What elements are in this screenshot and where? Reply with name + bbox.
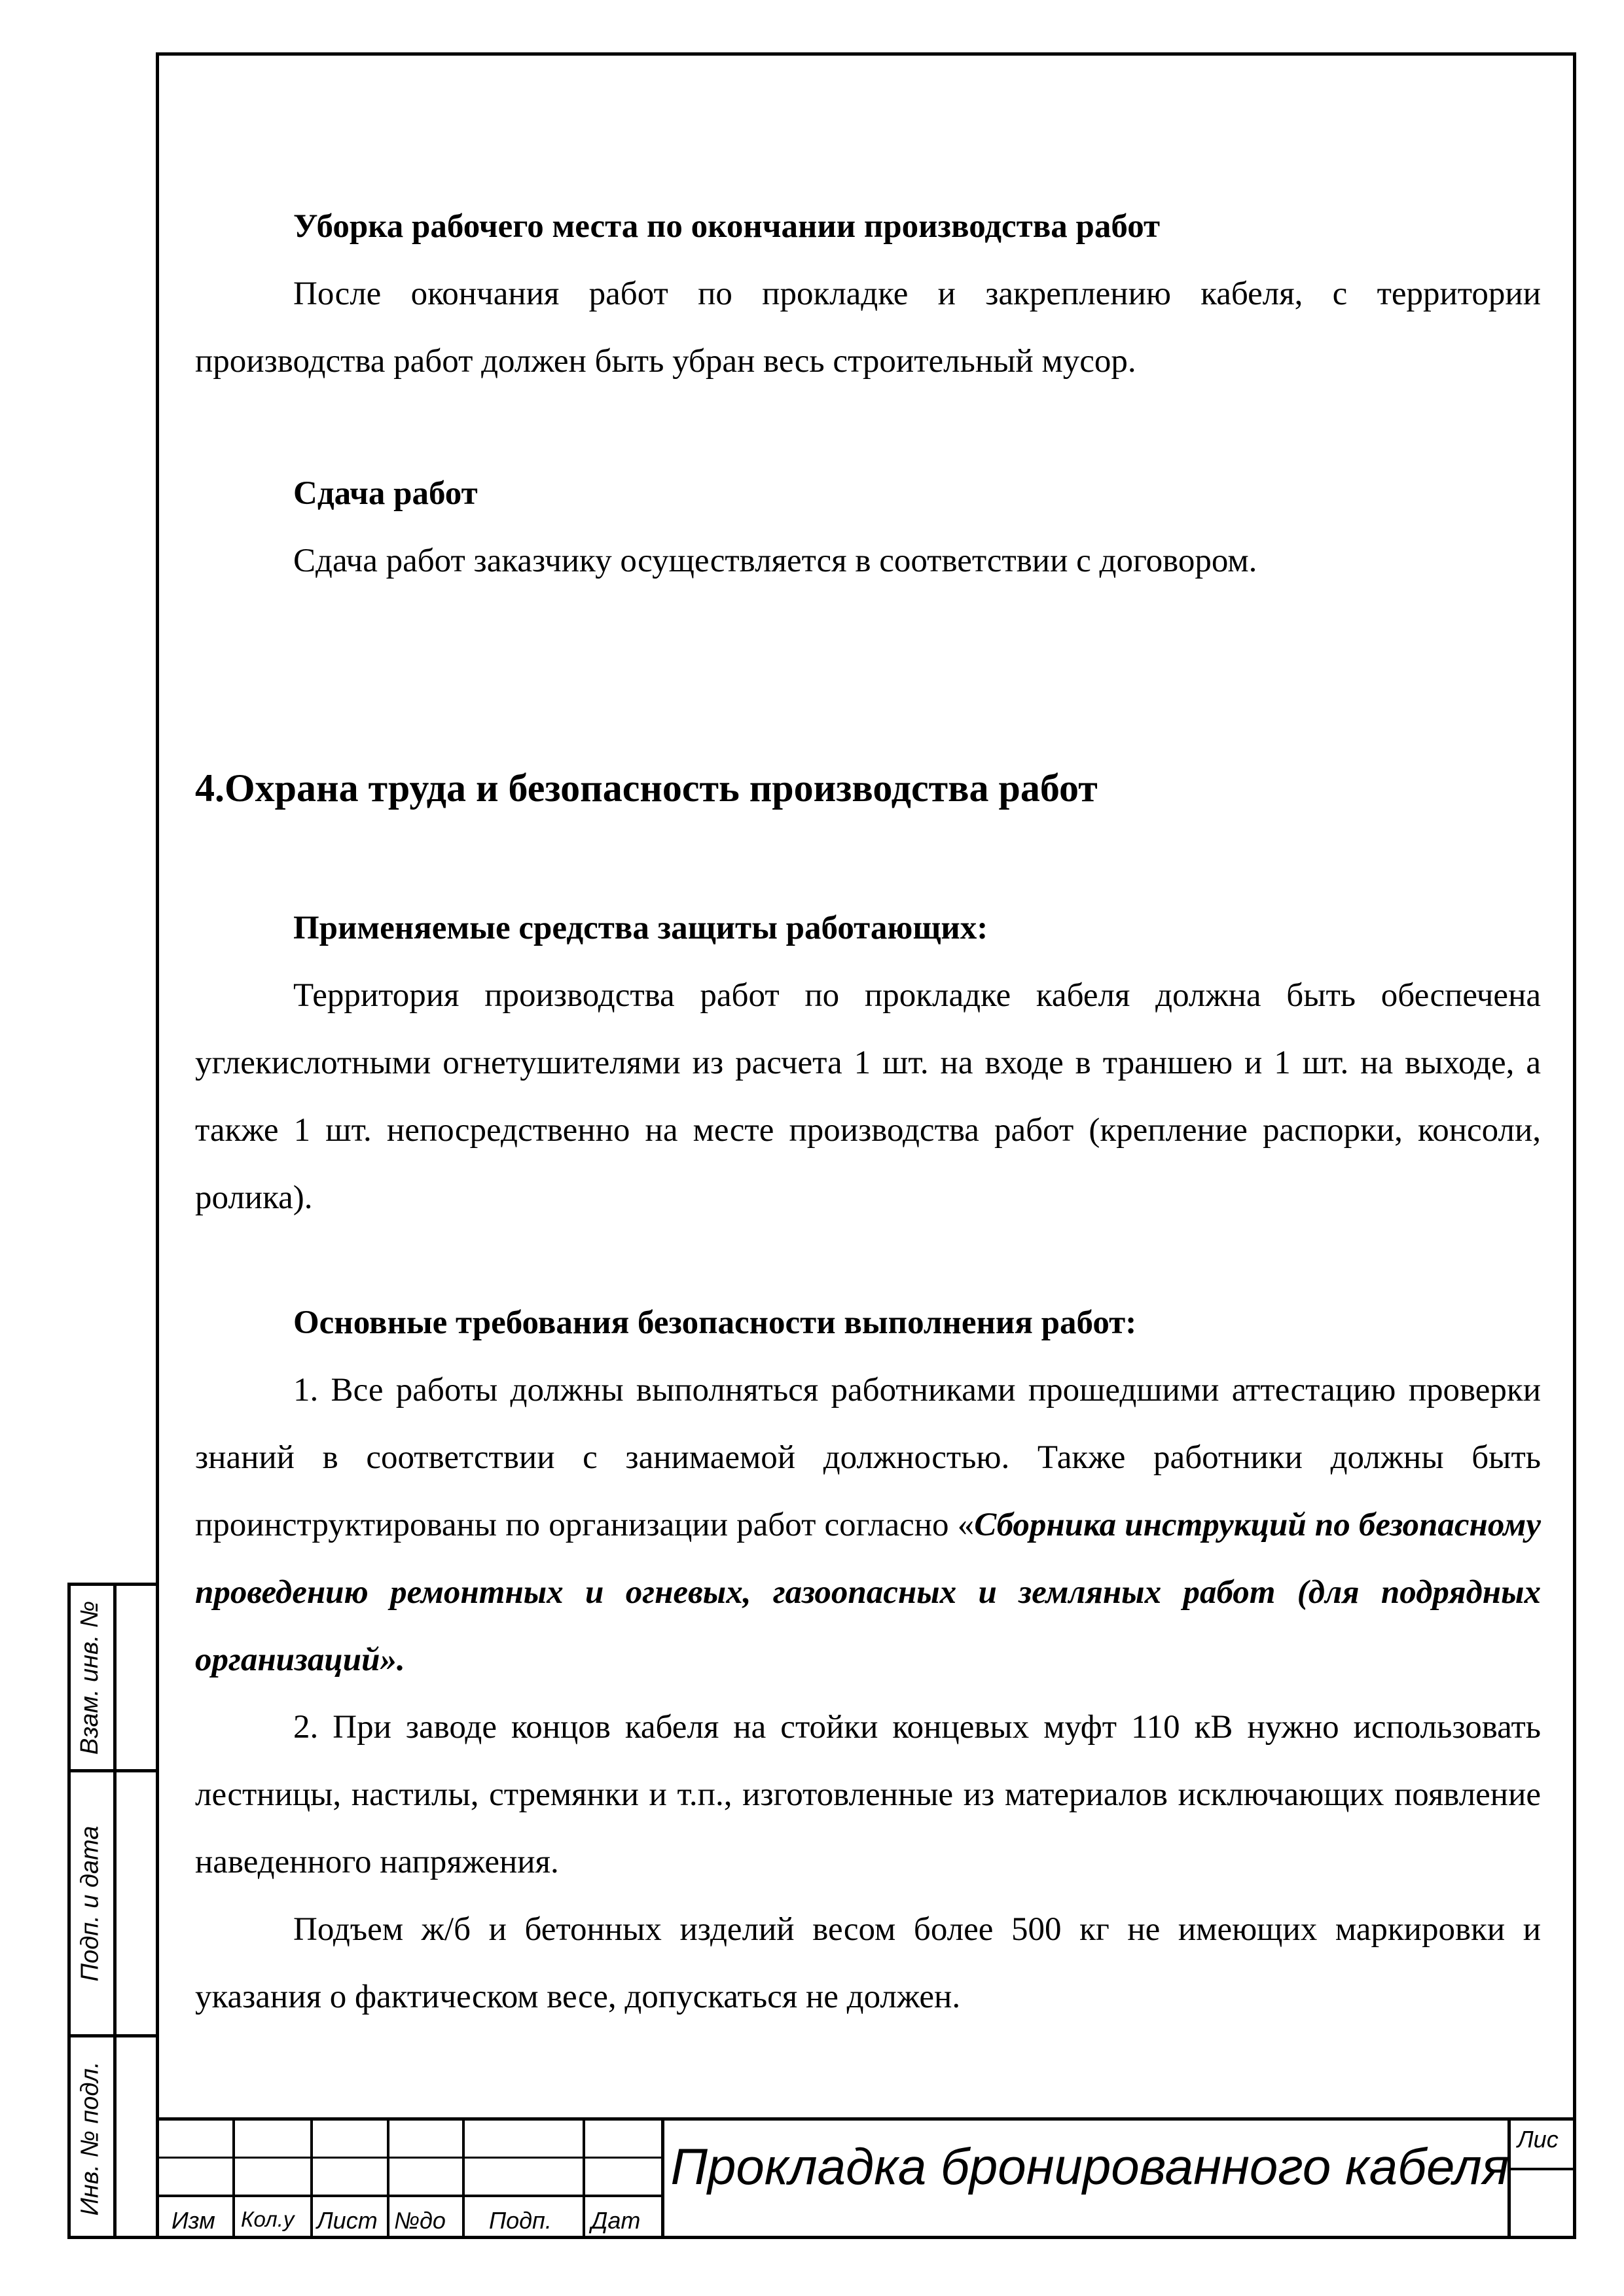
handover-heading: Сдача работ <box>293 475 478 512</box>
stamp-sheet-line <box>1507 2168 1576 2170</box>
section-protection <box>195 895 1541 1232</box>
stamp-col-line <box>387 2117 389 2239</box>
document-title: Прокладка бронированного кабеля <box>670 2138 1509 2195</box>
stamp-sheet-label: Лис <box>1517 2126 1559 2153</box>
stamp-col-line <box>310 2117 313 2239</box>
handover-text: Сдача работ заказчику осуществляется в соответствии с договором. <box>293 543 1257 579</box>
section-requirements <box>195 1289 1541 2031</box>
requirement-item-1-text: 1. Все работы должны выполняться работниками прошедшими аттестацию проверки знаний в соответствии с занимаемой должностью. Также работники должны быть проинструктированы по организации работ согласно « <box>195 1372 1541 1543</box>
sidebar-inv-label: Инв. № подл. <box>76 2061 104 2215</box>
stamp-col-line <box>232 2117 235 2239</box>
requirement-item-1 <box>195 1357 1541 1694</box>
stamp-top-line <box>156 2117 1576 2121</box>
cleanup-heading: Уборка рабочего места по окончании производства работ <box>293 208 1161 245</box>
stamp-col-line <box>583 2117 585 2239</box>
section-handover <box>195 460 1541 595</box>
safety-title: 4.Охрана труда и безопасность производства работ <box>195 766 1098 810</box>
requirement-item-1-emphasis: Сборника инструкций по безопасному проведению ремонтных и огневых, газоопасных и земляных работ (для подрядных организаций». <box>195 1507 1541 1678</box>
stamp-list-label: Лист <box>317 2207 378 2234</box>
section-safety-title <box>195 755 1541 822</box>
requirements-heading: Основные требования безопасности выполнения работ: <box>293 1304 1137 1341</box>
protection-text: Территория производства работ по прокладке кабеля должна быть обеспечена углекислотными огнетушителями из расчета 1 шт. на входе в траншею и 1 шт. на выходе, а также 1 шт. непосредственно на месте производства работ (крепление распорки, консоли, ролика). <box>195 977 1541 1216</box>
cleanup-text: После окончания работ по прокладке и закреплению кабеля, с территории производства работ должен быть убран весь строительный мусор. <box>195 276 1541 380</box>
stamp-date-label: Дат <box>591 2207 641 2234</box>
stamp-izm-label: Изм <box>171 2207 215 2234</box>
stamp-kolu-label: Кол.у <box>241 2207 295 2231</box>
sidebar-vzam-label: Взам. инв. № <box>76 1600 104 1755</box>
sidebar-divider <box>113 1583 117 2239</box>
protection-heading: Применяемые средства защиты работающих: <box>293 910 988 946</box>
stamp-podp-label: Подп. <box>489 2207 552 2234</box>
section-cleanup <box>195 193 1541 395</box>
lifting-text: Подъем ж/б и бетонных изделий весом более 500 кг не имеющих маркировки и указания о фактическом весе, допускаться не должен. <box>195 1911 1541 2015</box>
stamp-col-line <box>462 2117 465 2239</box>
stamp-ndoc-label: №до <box>394 2207 446 2234</box>
requirement-item-2: 2. При заводе концов кабеля на стойки концевых муфт 110 кВ нужно использовать лестницы, настилы, стремянки и т.п., изготовленные из материалов исключающих появление наведенного напряжения. <box>195 1709 1541 1880</box>
sidebar-podp-label: Подп. и дата <box>76 1825 104 1981</box>
